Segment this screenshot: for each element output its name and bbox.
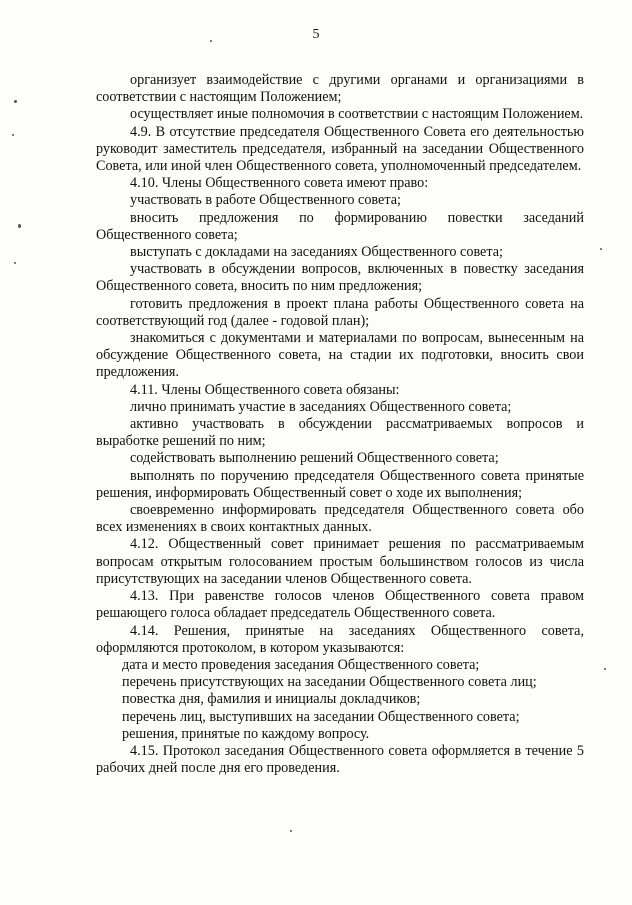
paragraph: участвовать в работе Общественного совета; [130, 192, 401, 209]
paragraph: своевременно информировать председателя Общественного совета обо всех изменениях в своих контактных данных. [96, 502, 584, 536]
paragraph: 4.15. Протокол заседания Общественного совета оформляется в течение 5 рабочих дней после дня его проведения. [96, 742, 584, 777]
paragraph: 4.11. Члены Общественного совета обязаны: [130, 381, 400, 398]
paragraph: 4.12. Общественный совет принимает решения по рассматриваемым вопросам открытым голосованием простым большинством голосов из числа присутствующих на заседании членов Общественного совета. [96, 536, 584, 587]
paragraph: выступать с докладами на заседаниях Общественного совета; [130, 244, 503, 261]
paragraph: 4.10. Члены Общественного совета имеют право: [130, 175, 429, 192]
paragraph: дата и место проведения заседания Общественного совета; [122, 656, 480, 673]
paragraph: участвовать в обсуждении вопросов, включенных в повестку заседания Общественного совета, вносить по ним предложения; [96, 261, 584, 295]
document-body [96, 72, 584, 777]
paragraph: содействовать выполнению решений Общественного совета; [130, 450, 499, 467]
page-number: 5 [312, 27, 320, 42]
paragraph: перечень лиц, выступивших на заседании Общественного совета; [122, 708, 520, 725]
paragraph: выполнять по поручению председателя Общественного совета принятые решения, информировать Общественный совет о ходе их выполнения; [96, 467, 584, 501]
scan-speck [210, 40, 212, 42]
paragraph: повестка дня, фамилия и инициалы докладчиков; [122, 691, 421, 708]
paragraph: вносить предложения по формированию повестки заседаний Общественного совета; [96, 209, 584, 243]
paragraph: лично принимать участие в заседаниях Общественного совета; [130, 398, 512, 415]
scan-speck [14, 262, 16, 264]
paragraph: перечень присутствующих на заседании Общественного совета лиц; [122, 674, 537, 691]
paragraph: организует взаимодействие с другими органами и организациями в соответствии с настоящим Положением; [96, 72, 584, 106]
paragraph: знакомиться с документами и материалами по вопросам, вынесенным на обсуждение Общественного совета, на стадии их подготовки, вносить свои предложения. [96, 330, 584, 381]
paragraph: готовить предложения в проект плана работы Общественного совета на соответствующий год (далее - годовой план); [96, 295, 584, 329]
scan-speck [600, 248, 602, 250]
paragraph: решения, принятые по каждому вопросу. [122, 725, 370, 742]
scan-speck [18, 224, 21, 228]
paragraph: 4.13. При равенстве голосов членов Общественного совета правом решающего голоса обладает председатель Общественного совета. [96, 588, 584, 622]
scan-speck [14, 100, 17, 103]
scan-speck [604, 668, 606, 670]
paragraph: осуществляет иные полномочия в соответствии с настоящим Положением. [130, 106, 584, 123]
paragraph: 4.14. Решения, принятые на заседаниях Общественного совета, оформляются протоколом, в котором указываются: [96, 622, 584, 656]
scan-speck [290, 830, 292, 832]
scan-speck [12, 134, 14, 136]
paragraph: 4.9. В отсутствие председателя Общественного Совета его деятельностью руководит заместитель председателя, избранный на заседании Общественного Совета, или иной член Общественного совета, уполномоченный председателем. [96, 123, 584, 175]
paragraph: активно участвовать в обсуждении рассматриваемых вопросов и выработке решений по ним; [96, 416, 584, 450]
